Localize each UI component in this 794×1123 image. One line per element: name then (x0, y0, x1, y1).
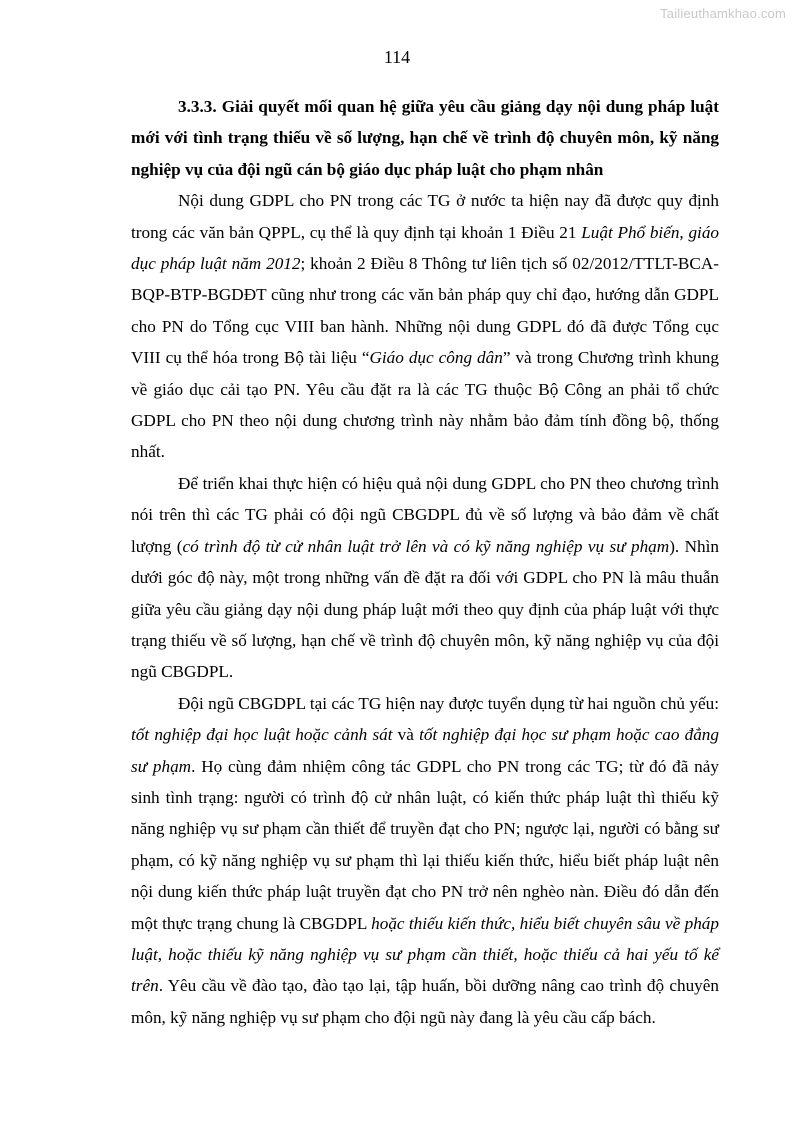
document-body (131, 91, 719, 1033)
watermark: Tailieuthamkhao.com (660, 6, 786, 21)
text-run: . Họ cùng đảm nhiệm công tác GDPL cho PN trong các TG; từ đó đã nảy sinh tình trạng: người có trình độ cử nhân luật, có kiến thức pháp luật thì thiếu kỹ năng nghiệp vụ sư phạm cần thiết để truyền đạt cho PN; ngược lại, người có bằng sư phạm, có kỹ năng nghiệp vụ sư phạm thì lại thiếu kiến thức, hiểu biết pháp luật nên nội dung kiến thức pháp luật truyền đạt cho PN trở nên nghèo nàn. Điều đó dẫn đến một thực trạng chung là CBGDPL (131, 756, 719, 933)
italic-run: có trình độ từ cử nhân luật trở lên và có kỹ năng nghiệp vụ sư phạm (182, 536, 670, 556)
italic-run: tốt nghiệp đại học sư phạm hoặc cao đẳng sư phạm (131, 725, 719, 776)
italic-run: Giáo dục công dân (369, 348, 503, 368)
section-heading: 3.3.3. Giải quyết mối quan hệ giữa yêu cầu giảng dạy nội dung pháp luật mới với tình trạng thiếu về số lượng, hạn chế về trình độ chuyên môn, kỹ năng nghiệp vụ của đội ngũ cán bộ giáo dục pháp luật cho phạm nhân (131, 97, 719, 179)
paragraph-2 (131, 468, 719, 688)
text-run: ” và trong Chương trình khung về giáo dục cải tạo PN. Yêu cầu đặt ra là các TG thuộc Bộ Công an phải tổ chức GDPL cho PN theo nội dung chương trình này nhằm bảo đảm tính đồng bộ, thống nhất. (131, 348, 719, 462)
text-run: Đội ngũ CBGDPL tại các TG hiện nay được tuyển dụng từ hai nguồn chủ yếu: (178, 693, 719, 713)
paragraph-3 (131, 688, 719, 1033)
text-run: Để triển khai thực hiện có hiệu quả nội dung GDPL cho PN theo chương trình nói trên thì các TG phải có đội ngũ CBGDPL đủ về số lượng và bảo đảm về chất lượng ( (131, 473, 719, 556)
text-run: ; khoản 2 Điều 8 Thông tư liên tịch số 02/2012/TTLT-BCA-BQP-BTP-BGDĐT cũng như trong các văn bản pháp quy chỉ đạo, hướng dẫn GDPL cho PN do Tổng cục VIII ban hành. Những nội dung GDPL đó đã được Tổng cục VIII cụ thể hóa trong Bộ tài liệu “ (131, 254, 719, 368)
italic-run: tốt nghiệp đại học luật hoặc cảnh sát (131, 725, 393, 745)
italic-run: Luật Phổ biến, giáo dục pháp luật năm 2012 (131, 222, 720, 274)
page-number: 114 (383, 47, 411, 67)
text-run: và (392, 725, 420, 745)
text-run: Nội dung GDPL cho PN trong các TG ở nước ta hiện nay đã được quy định trong các văn bản QPPL, cụ thể là quy định tại khoản 1 Điều 21 (131, 191, 719, 242)
text-run: . Yêu cầu về đào tạo, đào tạo lại, tập huấn, bồi dưỡng nâng cao trình độ chuyên môn, kỹ năng nghiệp vụ sư phạm cho đội ngũ này đang là yêu cầu cấp bách. (131, 976, 719, 1027)
paragraph-1 (131, 185, 719, 468)
italic-run: hoặc thiếu kiến thức, hiểu biết chuyên sâu về pháp luật, hoặc thiếu kỹ năng nghiệp vụ sư phạm cần thiết, hoặc thiếu cả hai yếu tố kể trên (131, 913, 719, 996)
text-run: ). Nhìn dưới góc độ này, một trong những vấn đề đặt ra đối với GDPL cho PN là mâu thuẫn giữa yêu cầu giảng dạy nội dung pháp luật mới theo quy định của pháp luật với thực trạng thiếu về số lượng, hạn chế về trình độ chuyên môn, kỹ năng nghiệp vụ của đội ngũ CBGDPL. (131, 536, 719, 682)
